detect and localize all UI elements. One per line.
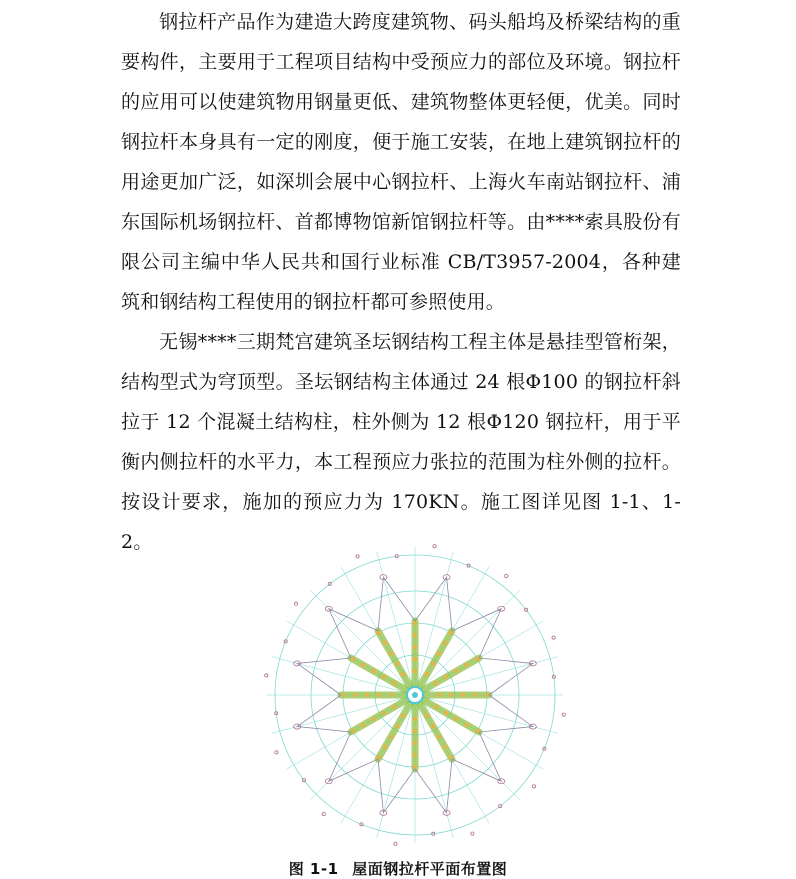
truss-node <box>443 745 447 749</box>
column-marker <box>394 842 397 845</box>
truss-node <box>377 693 381 697</box>
truss-node <box>434 705 438 709</box>
truss-node <box>473 693 477 697</box>
roof-steel-rod-plan-drawing <box>258 540 578 850</box>
truss-node <box>413 669 417 673</box>
truss-node <box>413 765 417 769</box>
truss-node <box>341 693 345 697</box>
truss-node <box>389 693 393 697</box>
truss-node <box>383 745 387 749</box>
truss-node <box>437 693 441 697</box>
truss-node <box>444 675 448 679</box>
truss-node <box>413 633 417 637</box>
column-marker <box>356 555 359 558</box>
grid-radial-line <box>310 695 415 800</box>
column-marker <box>265 674 268 677</box>
truss-node <box>465 663 469 667</box>
truss-node <box>401 672 405 676</box>
truss-node <box>382 711 386 715</box>
truss-node <box>437 651 441 655</box>
truss-node <box>443 641 447 645</box>
truss-node <box>401 714 405 718</box>
paragraph-project-description <box>121 322 681 562</box>
truss-node <box>485 693 489 697</box>
column-marker <box>552 636 555 639</box>
truss-node <box>413 753 417 757</box>
truss-node <box>361 663 365 667</box>
truss-node <box>434 681 438 685</box>
truss-node <box>383 641 387 645</box>
column-marker <box>433 545 436 548</box>
truss-node <box>413 741 417 745</box>
truss-node <box>392 705 396 709</box>
column-marker <box>505 574 508 577</box>
truss-node <box>444 711 448 715</box>
truss-node <box>382 675 386 679</box>
truss-node <box>389 651 393 655</box>
truss-node <box>361 723 365 727</box>
column-marker <box>532 785 535 788</box>
column-marker <box>294 602 297 605</box>
paragraph-steel-rod-intro <box>121 2 681 322</box>
paragraph-1-text: 钢拉杆产品作为建造大跨度建筑物、码头船坞及桥梁结构的重要构件，主要用于工程项目结构中受预应力的部位及环境。钢拉杆的应用可以使建筑物用钢量更低、建筑物整体更轻便，优美。同时钢拉杆本身具有一定的刚度，便于施工安装，在地上建筑钢拉杆的用途更加广泛，如深圳会展中心钢拉杆、上海火车南站钢拉杆、浦东国际机场钢拉杆、首都博物馆新馆钢拉杆等。由****索具股份有限公司主编中华人民共和国行业标准 CB/T3957-2004，各种建筑和钢结构工程使用的钢拉杆都可参照使用。 <box>121 11 681 313</box>
truss-node <box>454 669 458 673</box>
truss-node <box>389 734 393 738</box>
truss-node <box>413 717 417 721</box>
truss-node <box>449 693 453 697</box>
truss-node <box>431 724 435 728</box>
center-dot <box>412 692 418 698</box>
truss-node <box>465 723 469 727</box>
column-marker <box>562 713 565 716</box>
grid-radial-line <box>415 590 520 695</box>
truss-node <box>395 662 399 666</box>
truss-node <box>413 729 417 733</box>
figure-caption-title: 屋面钢拉杆平面布置图 <box>352 860 508 878</box>
truss-node <box>413 621 417 625</box>
truss-node <box>365 693 369 697</box>
truss-node <box>413 645 417 649</box>
grid-radial-line <box>310 590 415 695</box>
column-marker <box>275 751 278 754</box>
truss-node <box>392 681 396 685</box>
grid-radial-line <box>415 695 520 800</box>
truss-node <box>353 693 357 697</box>
truss-node <box>461 693 465 697</box>
truss-node <box>431 662 435 666</box>
truss-node <box>454 717 458 721</box>
paragraph-2-text: 无锡****三期梵宫建筑圣坛钢结构工程主体是悬挂型管桁架，结构型式为穹顶型。圣坛钢结构主体通过 24 根Φ100 的钢拉杆斜拉于 12 个混凝土结构柱，柱外侧为 12 根Φ120 钢拉杆，用于平衡内侧拉杆的水平力，本工程预应力张拉的范围为柱外侧的拉杆。按设计要求，施加的预应力为 170KN。施工图详见图 1-1、1-2。 <box>121 331 681 553</box>
truss-node <box>371 717 375 721</box>
truss-node <box>437 734 441 738</box>
truss-node <box>371 669 375 673</box>
figure-caption <box>0 858 796 879</box>
truss-node <box>413 657 417 661</box>
truss-node <box>425 672 429 676</box>
column-marker <box>322 812 325 815</box>
truss-node <box>395 724 399 728</box>
truss-node <box>425 714 429 718</box>
column-marker <box>471 832 474 835</box>
figure-caption-number: 图 1-1 <box>288 860 339 878</box>
